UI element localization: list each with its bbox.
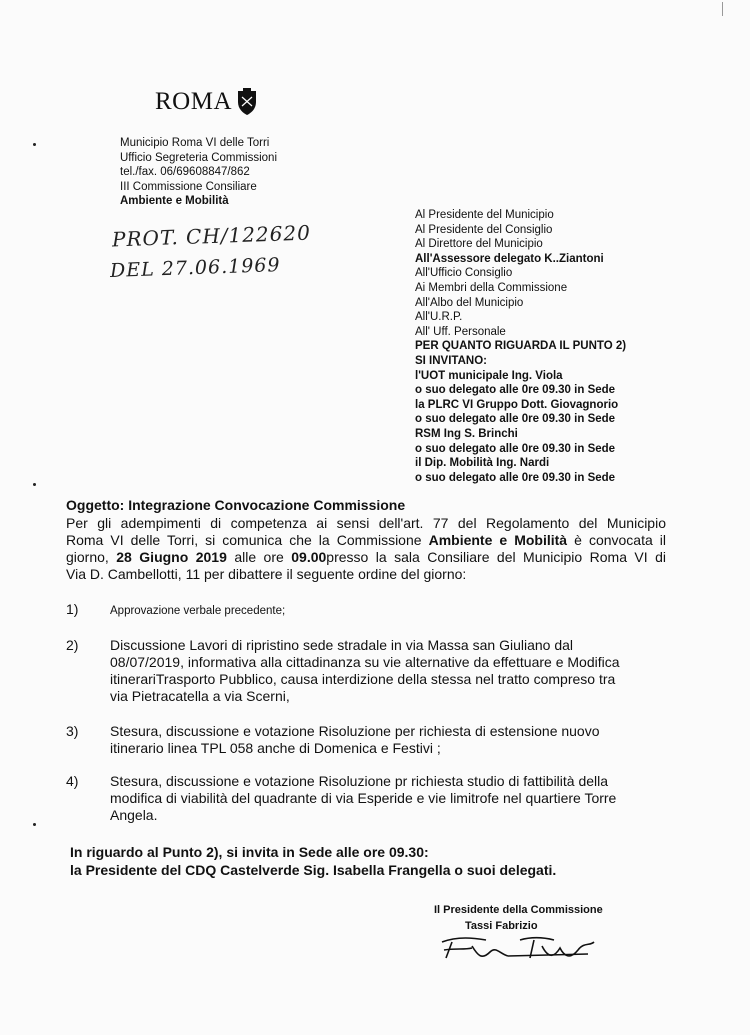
- margin-dot: [33, 823, 36, 826]
- shield-icon: [236, 88, 258, 116]
- recipient: Al Presidente del Municipio: [415, 209, 554, 221]
- agenda-text: modifica di viabilità del quadrante di via Esperide e vie limitrofe nel quartiere Torre: [110, 790, 617, 806]
- recipients-list: [415, 208, 626, 485]
- agenda-text: Angela.: [110, 807, 158, 823]
- recipient: Al Presidente del Consiglio: [415, 223, 553, 236]
- handwritten-signature: [438, 932, 598, 966]
- agenda-number: 4): [66, 773, 79, 789]
- recipient-assessore: All'Assessore delegato K..Ziantoni: [415, 252, 604, 265]
- body-line: [66, 549, 666, 566]
- margin-dot: [33, 143, 36, 146]
- recipient-invite: la PLRC VI Gruppo Dott. Giovagnorio: [415, 398, 619, 411]
- margin-dot: [33, 483, 36, 486]
- recipient-invite: il Dip. Mobilità Ing. Nardi: [415, 457, 550, 470]
- sender-block: [120, 136, 277, 209]
- recipient: Al Direttore del Municipio: [415, 238, 543, 251]
- recipient: All' Uff. Personale: [415, 325, 506, 338]
- meeting-date: 28 Giugno 2019: [116, 549, 227, 565]
- recipient: All'Albo del Municipio: [415, 296, 524, 309]
- closing-line: In riguardo al Punto 2), si invita in Sede alle ore 09.30:: [70, 844, 429, 860]
- recipient-invite: o suo delegato alle 0re 09.30 in Sede: [415, 471, 616, 484]
- recipient: All'Ufficio Consiglio: [415, 267, 513, 280]
- body-text: presso la sala Consiliare del Municipio Roma VI di: [326, 549, 667, 565]
- recipient-invite: l'UOT municipale Ing. Viola: [415, 369, 563, 382]
- recipient: Ai Membri della Commissione: [415, 281, 568, 294]
- meeting-time: 09.00: [291, 549, 327, 565]
- closing-line: la Presidente del CDQ Castelverde Sig. Isabella Frangella o suoi delegati.: [70, 862, 557, 878]
- agenda-text: 08/07/2019, informativa alla cittadinanza su vie alternative da effettuare e Modifica: [110, 654, 620, 670]
- body-line: [66, 532, 666, 549]
- recipient-invite: RSM Ing S. Brinchi: [415, 427, 518, 440]
- recipient-invite: PER QUANTO RIGUARDA IL PUNTO 2): [415, 340, 627, 353]
- agenda-text: itinerario linea TPL 058 anche di Domenica e Festivi ;: [110, 740, 441, 756]
- body-text: giorno,: [66, 549, 117, 565]
- agenda-number: 3): [66, 723, 79, 739]
- handwritten-date: DEL 27.06.1969: [109, 254, 281, 282]
- recipient-invite: o suo delegato alle 0re 09.30 in Sede: [415, 384, 616, 397]
- page-edge-mark: [722, 2, 723, 16]
- recipient-invite: o suo delegato alle 0re 09.30 in Sede: [415, 413, 616, 426]
- signatory-title: Il Presidente della Commissione: [434, 904, 603, 916]
- body-text: Roma VI delle Torri, si comunica che la Commissione: [66, 532, 429, 548]
- body-text: è convocata il: [567, 532, 667, 548]
- agenda-text: via Pietracatella a via Scerni,: [110, 688, 290, 704]
- agenda-text: Stesura, discussione e votazione Risoluzione per richiesta di estensione nuovo: [110, 723, 600, 739]
- agenda-text: Discussione Lavori di ripristino sede stradale in via Massa san Giuliano dal: [110, 637, 574, 653]
- recipient: All'U.R.P.: [415, 311, 463, 324]
- body-line: Via D. Cambellotti, 11 per dibattere il seguente ordine del giorno:: [66, 566, 467, 582]
- body-line: Per gli adempimenti di competenza ai sensi dell'art. 77 del Regolamento del Municipio: [66, 515, 666, 531]
- agenda-text: Stesura, discussione e votazione Risoluzione pr richiesta studio di fattibilità della: [110, 773, 609, 789]
- closing-invite: [70, 843, 556, 879]
- sender-line: III Commissione Consiliare: [120, 180, 257, 193]
- agenda-number: 2): [66, 637, 79, 653]
- roma-logo: [155, 88, 258, 116]
- handwritten-protocol: PROT. CH/122620: [111, 220, 312, 252]
- sender-commission: Ambiente e Mobilità: [120, 195, 229, 207]
- recipient-invite: SI INVITANO:: [415, 354, 487, 367]
- agenda-text: itinerariTrasporto Pubblico, causa interdizione della stessa nel tratto compreso tra: [110, 671, 616, 687]
- sender-line: Ufficio Segreteria Commissioni: [120, 151, 278, 164]
- sender-line: Municipio Roma VI delle Torri: [120, 137, 270, 149]
- sender-line: tel./fax. 06/69608847/862: [120, 166, 250, 178]
- recipient-invite: o suo delegato alle 0re 09.30 in Sede: [415, 442, 616, 455]
- agenda-number: 1): [66, 601, 79, 617]
- signatory-name: Tassi Fabrizio: [465, 920, 538, 932]
- agenda-text: Approvazione verbale precedente;: [110, 605, 286, 617]
- subject-line: Oggetto: Integrazione Convocazione Commissione: [66, 497, 406, 513]
- logo-text: ROMA: [155, 88, 233, 115]
- body-paragraph: [66, 515, 666, 583]
- commission-name: Ambiente e Mobilità: [428, 532, 568, 548]
- body-text: alle ore: [226, 549, 292, 565]
